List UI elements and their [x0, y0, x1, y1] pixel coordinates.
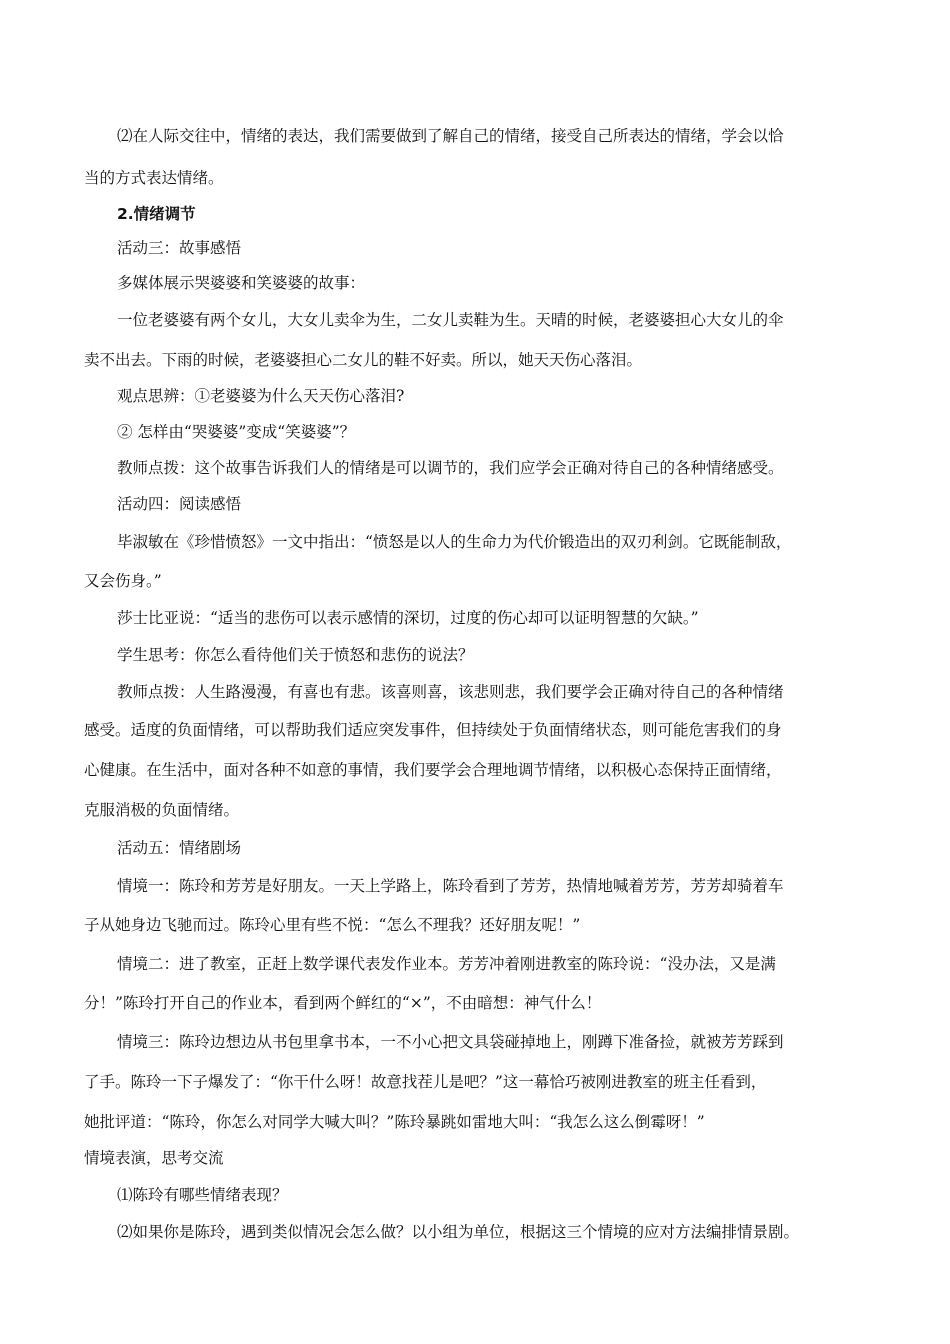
paragraph-line: 心健康。在生活中，面对各种不如意的事情，我们要学会合理地调节情绪，以积极心态保持正面情绪，	[84, 761, 782, 779]
activity-heading: 活动三：故事感悟	[117, 239, 242, 257]
paragraph-line: 教师点拨：这个故事告诉我们人的情绪是可以调节的，我们应学会正确对待自己的各种情绪感受。	[117, 459, 784, 477]
paragraph-line: 多媒体展示哭婆婆和笑婆婆的故事：	[117, 274, 366, 292]
paragraph-line: 克服消极的负面情绪。	[84, 801, 240, 819]
paragraph-line: 又会伤身。”	[84, 572, 162, 590]
paragraph-line: ⑵在人际交往中，情绪的表达，我们需要做到了解自己的情绪，接受自己所表达的情绪，学会以恰	[117, 127, 784, 145]
paragraph-line: 她批评道：“陈玲，你怎么对同学大喊大叫？”陈玲暴跳如雷地大叫：“我怎么这么倒霉呀！”	[84, 1113, 705, 1131]
paragraph-line: 一位老婆婆有两个女儿，大女儿卖伞为生，二女儿卖鞋为生。天晴的时候，老婆婆担心大女儿的伞	[117, 311, 784, 329]
paragraph-line: 情境一：陈玲和芳芳是好朋友。一天上学路上，陈玲看到了芳芳，热情地喊着芳芳，芳芳却骑着车	[117, 877, 784, 895]
activity-heading: 活动五：情绪剧场	[117, 839, 242, 857]
paragraph-line: 学生思考：你怎么看待他们关于愤怒和悲伤的说法？	[117, 646, 474, 664]
paragraph-line: 情境表演，思考交流	[84, 1149, 224, 1167]
paragraph-line: 卖不出去。下雨的时候，老婆婆担心二女儿的鞋不好卖。所以，她天天伤心落泪。	[84, 351, 643, 369]
paragraph-line: 子从她身边飞驰而过。陈玲心里有些不悦：“怎么不理我？还好朋友呢！”	[84, 916, 581, 934]
paragraph-line: 感受。适度的负面情绪，可以帮助我们适应突发事件，但持续处于负面情绪状态，则可能危害我们的身	[84, 721, 782, 739]
paragraph-line: 了手。陈玲一下子爆发了：“你干什么呀！故意找茬儿是吧？”这一幕恰巧被刚进教室的班主任看到，	[84, 1073, 767, 1091]
question-item: ⑵如果你是陈玲，遇到类似情况会怎么做？以小组为单位，根据这三个情境的应对方法编排情景剧。	[117, 1223, 800, 1241]
paragraph-line: 情境二：进了教室，正赶上数学课代表发作业本。芳芳冲着刚进教室的陈玲说：“没办法，又是满	[117, 955, 776, 973]
paragraph-line: 分！”陈玲打开自己的作业本，看到两个鲜红的“×”，不由暗想：神气什么！	[84, 994, 602, 1012]
paragraph-line: 教师点拨：人生路漫漫，有喜也有悲。该喜则喜，该悲则悲，我们要学会正确对待自己的各种情绪	[117, 683, 784, 701]
paragraph-line: 毕淑敏在《珍惜愤怒》一文中指出：“愤怒是以人的生命力为代价锻造出的双刃利剑。它既能制敌，	[117, 533, 792, 551]
paragraph-line: ② 怎样由“哭婆婆”变成“笑婆婆”？	[117, 423, 356, 441]
paragraph-line: 情境三：陈玲边想边从书包里拿书本，一不小心把文具袋碰掉地上，刚蹲下准备捡，就被芳芳踩到	[117, 1033, 784, 1051]
question-item: ⑴陈玲有哪些情绪表现？	[117, 1186, 288, 1204]
activity-heading: 活动四：阅读感悟	[117, 495, 242, 513]
paragraph-line: 当的方式表达情绪。	[84, 169, 224, 187]
paragraph-line: 观点思辨：①老婆婆为什么天天伤心落泪?	[117, 387, 405, 405]
section-heading: 2.情绪调节	[117, 205, 196, 223]
paragraph-line: 莎士比亚说：“适当的悲伤可以表示感情的深切，过度的伤心却可以证明智慧的欠缺。”	[117, 609, 699, 627]
